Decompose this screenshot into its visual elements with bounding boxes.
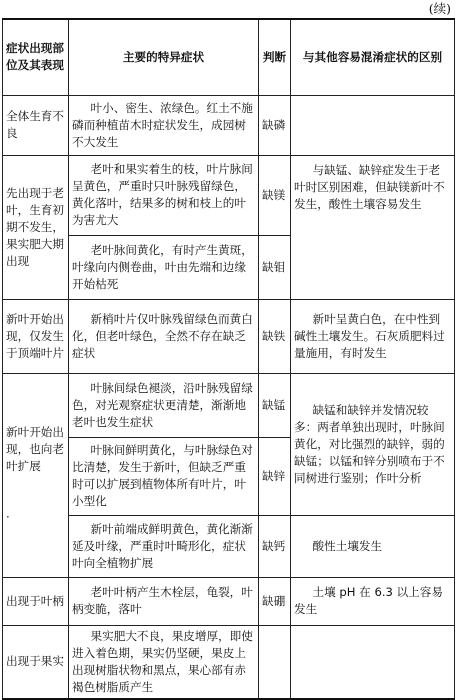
row-difference: 与缺锰、缺锌症发生于老叶时区别困难，但缺镁新叶不发生，酸性土壤容易发生 (291, 155, 455, 299)
symptom-table (2, 18, 455, 700)
row-symptom: 叶小、密生、浓绿色。红土不施磷而种植苗木时症状发生，成园树不大发生 (69, 95, 259, 155)
row-location: 全体生育不良 (3, 95, 69, 155)
row-symptom: 新叶前端成鲜明黄色，黄化渐渐延及叶缘，严重时叶畸形化，症状叶向全植物扩展 (69, 515, 259, 577)
row-difference: 缺锰和缺锌并发情况较多：两者单独出现时，叶脉间黄化，对比强烈的缺锌，弱的缺锰；以锰和锌分别喷布于不同树进行鉴别；作叶分析 (291, 373, 455, 515)
row-difference: 土壤 pH 在 6.3 以上容易发生 (291, 577, 455, 625)
row-judgment: 缺锰 (259, 373, 291, 437)
row-judgment: 缺钼 (259, 235, 291, 299)
row-judgment: 缺铁 (259, 299, 291, 373)
table-row (3, 515, 455, 577)
row-judgment (259, 625, 291, 699)
row-judgment: 缺硼 (259, 577, 291, 625)
table-row (3, 625, 455, 699)
row-judgment: 缺镁 (259, 155, 291, 235)
row-symptom: 叶脉间鲜明黄化，与叶脉绿色对比清楚，发生于新叶，但缺乏严重时可以扩展到植物体所有叶片，叶小型化 (69, 437, 259, 515)
row-difference: 酸性土壤发生 (291, 515, 455, 577)
table-row (3, 155, 455, 235)
row-symptom: 老叶和果实着生的枝，叶片脉间呈黄色，严重时只叶脉残留绿色，黄化落叶，结果多的树和枝上的叶为害尤大 (69, 155, 259, 235)
row-symptom: 叶脉间绿色褪淡，沿叶脉残留绿色，对光观察症状更清楚，渐渐地老叶也发生症状 (69, 373, 259, 437)
row-location-note: · (6, 510, 10, 524)
table-row (3, 299, 455, 373)
header-location: 症状出现部位及其表现 (3, 19, 69, 95)
row-location-text: 新叶开始出现，也向老叶扩展 (6, 425, 64, 473)
header-judgment: 判断 (259, 19, 291, 95)
row-difference: 新叶呈黄白色，在中性到碱性土壤发生。石灰质肥料过量施用，有时发生 (291, 299, 455, 373)
row-symptom: 老叶脉间黄化，有时产生黄斑，叶缘向内侧卷曲，叶由先端和边缘开始枯死 (69, 235, 259, 299)
table-row (3, 373, 455, 437)
row-location: 出现于果实 (3, 625, 69, 699)
table-row (3, 577, 455, 625)
row-judgment: 缺锌 (259, 437, 291, 515)
row-judgment: 缺磷 (259, 95, 291, 155)
row-symptom: 新梢叶片仅叶脉残留绿色而黄白化，但老叶绿色，全然不存在缺乏症状 (69, 299, 259, 373)
row-location: 出现于叶柄 (3, 577, 69, 625)
header-symptoms: 主要的特异症状 (69, 19, 259, 95)
table-header-row (3, 19, 455, 95)
row-location (3, 373, 69, 577)
row-judgment: 缺钙 (259, 515, 291, 577)
row-location: 新叶开始出现，仅发生于顶端叶片 (3, 299, 69, 373)
continued-label: (续) (428, 1, 451, 16)
row-location: 先出现于老叶，生育初期不发生，果实肥大期出现 (3, 155, 69, 299)
row-difference (291, 95, 455, 155)
table-row (3, 95, 455, 155)
row-difference (291, 625, 455, 699)
row-symptom: 老叶叶柄产生木栓层，龟裂，叶柄变脆，落叶 (69, 577, 259, 625)
row-symptom: 果实肥大不良，果皮增厚，即使进入着色期，果实仍坚硬，果皮上出现树脂状物和黑点，果心部有赤褐色树脂质产生 (69, 625, 259, 699)
header-difference: 与其他容易混淆症状的区别 (291, 19, 455, 95)
